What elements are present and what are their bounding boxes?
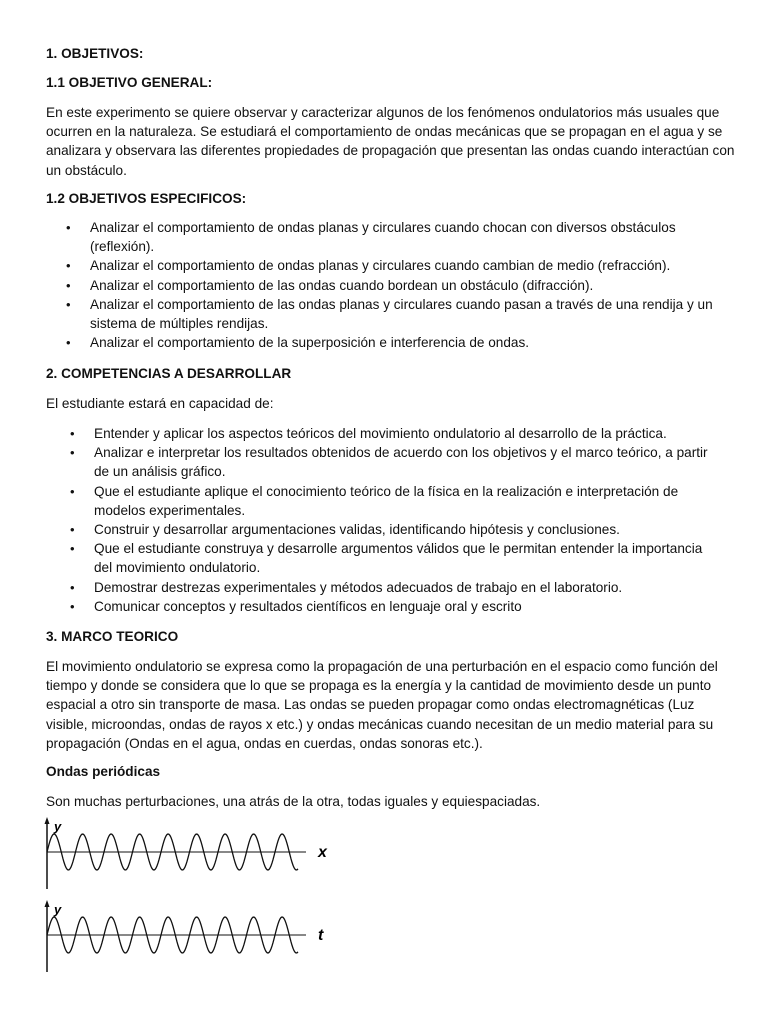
y-axis-arrow-icon	[45, 817, 50, 824]
section-3-title: 3. MARCO TEORICO	[46, 629, 179, 644]
list-item: • Analizar e interpretar los resultados obtenidos de acuerdo con los objetivos y el marco teórico, a partir de un análisis gráfico.	[70, 445, 708, 480]
y-axis-arrow-icon	[45, 900, 50, 907]
x-axis-label: x	[318, 844, 327, 861]
section-3-paragraph: El movimiento ondulatorio se expresa como la propagación de una perturbación en el espacio como función del tiempo y donde se considera que lo que se propaga es la energía y la cantidad de movimiento desde un punto espacial a otro sin transporte de masa. Las ondas se pueden propagar como ondas electromagnéticas (Luz visible, microondas, ondas de rayos x etc.) y ondas mecánicas cuando necesitan de un medio material para su propagación (Ondas en el agua, ondas en cuerdas, ondas sonoras etc.).	[46, 659, 718, 751]
ondas-periodicas-title: Ondas periódicas	[46, 764, 161, 779]
list-item: • Analizar el comportamiento de las ondas cuando bordean un obstáculo (difracción).	[66, 276, 728, 295]
t-axis-label: t	[318, 927, 324, 944]
list-item: • Entender y aplicar los aspectos teóricos del movimiento ondulatorio al desarrollo de la práctica.	[70, 424, 722, 443]
y-axis-label: y	[54, 902, 62, 917]
section-1-2-title: 1.2 OBJETIVOS ESPECIFICOS:	[46, 191, 247, 206]
y-axis-label: y	[54, 819, 62, 834]
competencies-list	[70, 424, 722, 616]
wave-figure-t	[36, 898, 346, 978]
bullet-icon: •	[70, 522, 75, 538]
list-item: • Analizar el comportamiento de las ondas planas y circulares cuando pasan a través de una rendija y un sistema de múltiples rendijas.	[66, 296, 713, 332]
section-1-title: 1. OBJETIVOS:	[46, 46, 144, 61]
list-item: • Analizar el comportamiento de ondas planas y circulares cuando chocan con diversos obstáculos (reflexión).	[66, 220, 676, 255]
bullet-icon: •	[70, 579, 75, 595]
list-item: • Analizar el comportamiento de la superposición e interferencia de ondas.	[66, 333, 728, 352]
section-1-1-title: 1.1 OBJETIVO GENERAL:	[46, 75, 213, 90]
bullet-icon: •	[66, 258, 71, 274]
list-item: • Analizar el comportamiento de ondas planas y circulares cuando cambian de medio (refracción).	[66, 256, 728, 275]
section-1-1-paragraph: En este experimento se quiere observar y caracterizar algunos de los fenómenos ondulatorios más usuales que ocurren en la naturaleza. Se estudiará el comportamiento de ondas mecánicas que se propagan en el agua y se analizara y observara las diferentes propiedades de propagación que presentan las ondas cuando interactúan con un obstáculo.	[46, 105, 735, 178]
bullet-icon: •	[66, 220, 71, 235]
section-2-title: 2. COMPETENCIAS A DESARROLLAR	[46, 366, 292, 381]
list-item: • Que el estudiante construya y desarrolle argumentos válidos que le permitan entender la importancia del movimiento ondulatorio.	[70, 541, 703, 576]
bullet-icon: •	[66, 335, 71, 351]
bullet-icon: •	[70, 426, 75, 441]
bullet-icon: •	[70, 598, 75, 614]
list-item: • Construir y desarrollar argumentaciones validas, identificando hipótesis y conclusiones.	[70, 520, 722, 539]
wave-figure-x	[36, 815, 346, 895]
bullet-icon: •	[66, 296, 71, 312]
ondas-periodicas-paragraph: Son muchas perturbaciones, una atrás de la otra, todas iguales y equiespaciadas.	[46, 794, 541, 809]
bullet-icon: •	[70, 541, 75, 557]
bullet-icon: •	[66, 277, 71, 293]
list-item: • Comunicar conceptos y resultados científicos en lenguaje oral y escrito	[70, 597, 722, 616]
list-item: • Demostrar destrezas experimentales y métodos adecuados de trabajo en el laboratorio.	[70, 578, 722, 597]
bullet-icon: •	[70, 483, 75, 499]
section-2-intro: El estudiante estará en capacidad de:	[46, 396, 274, 411]
bullet-icon: •	[70, 445, 75, 461]
objectives-list	[66, 218, 728, 352]
list-item: • Que el estudiante aplique el conocimiento teórico de la física en la realización e interpretación de modelos experimentales.	[70, 483, 679, 518]
